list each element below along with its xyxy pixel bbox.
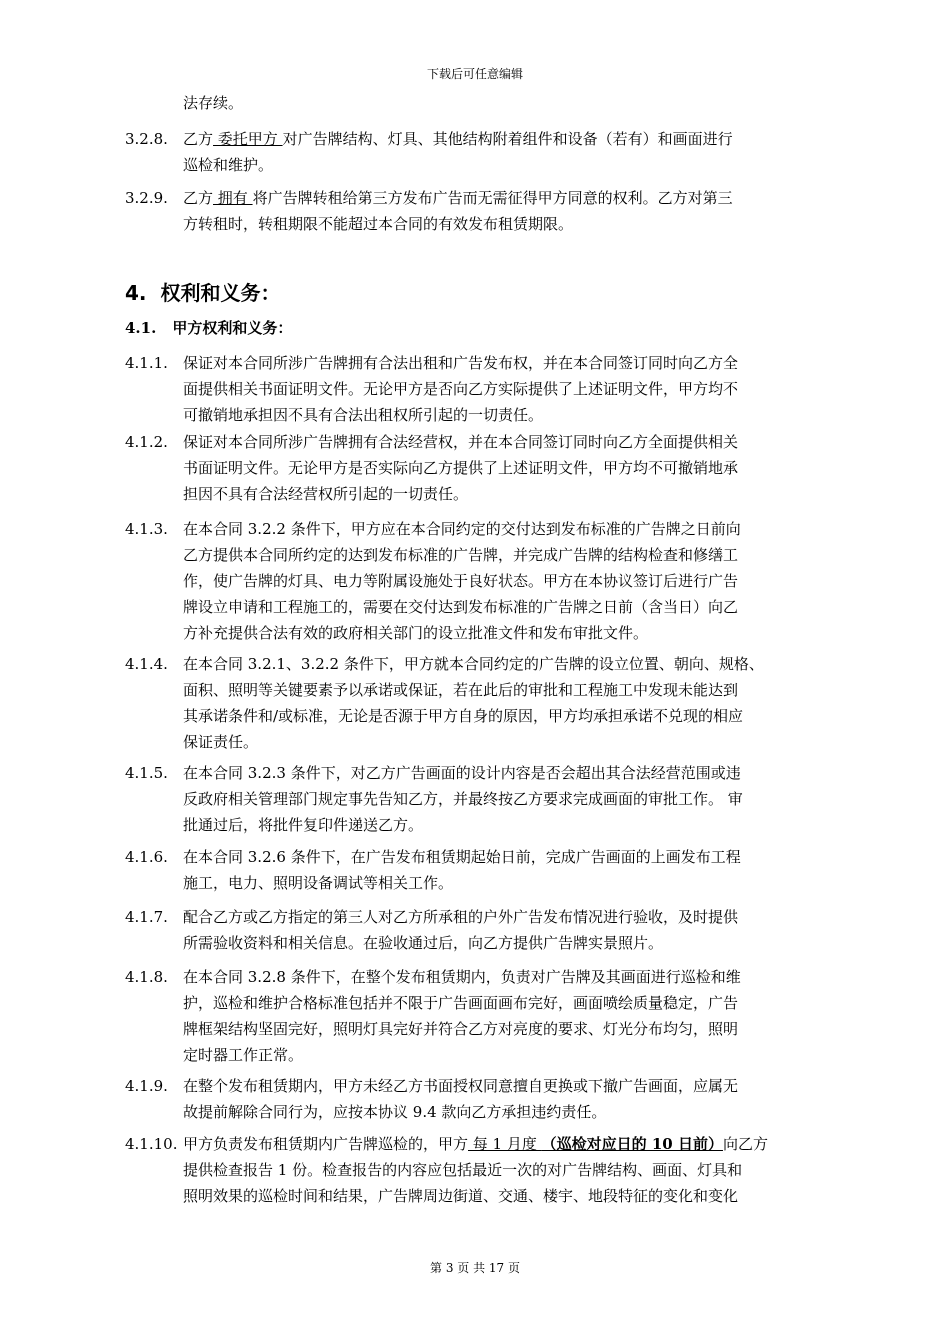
clause-text: 作，使广告牌的灯具、电力等附属设施处于良好状态。甲方在本协议签订后进行广告 bbox=[183, 572, 739, 590]
underlined-term: 每 1 月度 bbox=[468, 1135, 542, 1153]
clause-number: 3.2.8. bbox=[125, 130, 168, 148]
clause-number: 4.1.2. bbox=[125, 433, 168, 451]
page-footer: 第 3 页 共 17 页 bbox=[430, 1261, 520, 1275]
clause-text: 照明效果的巡检时间和结果，广告牌周边街道、交通、楼宇、地段特征的变化和变化 bbox=[183, 1187, 739, 1205]
subsection-heading: 4.1. 甲方权利和义务： bbox=[125, 319, 293, 337]
clause-text: 所需验收资料和相关信息。在验收通过后，向乙方提供广告牌实景照片。 bbox=[183, 934, 664, 952]
clause-number: 4.1.10. bbox=[125, 1135, 178, 1153]
clause-number: 4.1.9. bbox=[125, 1077, 168, 1095]
clause-text: 甲方负责发布租赁期内广告牌巡检的，甲方 每 1 月度 （巡检对应日的 10 日前）向乙方 bbox=[183, 1135, 768, 1153]
clause-text: 乙方 拥有 将广告牌转租给第三方发布广告而无需征得甲方同意的权利。乙方对第三 bbox=[183, 189, 733, 207]
clause-text: 牌框架结构坚固完好，照明灯具完好并符合乙方对亮度的要求、灯光分布均匀，照明 bbox=[183, 1020, 739, 1038]
clause-text: 乙方 委托甲方 对广告牌结构、灯具、其他结构附着组件和设备（若有）和画面进行 bbox=[183, 130, 733, 148]
clause-text: 保证责任。 bbox=[183, 733, 259, 751]
clause-number: 4.1.8. bbox=[125, 968, 168, 986]
continued-text: 法存续。 bbox=[183, 94, 244, 112]
clause-text: 担因不具有合法经营权所引起的一切责任。 bbox=[183, 485, 469, 503]
clause-number: 3.2.9. bbox=[125, 189, 168, 207]
clause-text: 乙方提供本合同所约定的达到发布标准的广告牌，并完成广告牌的结构检查和修缮工 bbox=[183, 546, 739, 564]
clause-text: 定时器工作正常。 bbox=[183, 1046, 304, 1064]
clause-text: 护，巡检和维护合格标准包括并不限于广告画面画布完好，画面喷绘质量稳定，广告 bbox=[183, 994, 739, 1012]
clause-text: 在整个发布租赁期内，甲方未经乙方书面授权同意擅自更换或下撤广告画面，应属无 bbox=[183, 1077, 739, 1095]
clause-text: 在本合同 3.2.8 条件下，在整个发布租赁期内，负责对广告牌及其画面进行巡检和维 bbox=[183, 968, 741, 986]
clause-number: 4.1.6. bbox=[125, 848, 168, 866]
clause-text: 方补充提供合法有效的政府相关部门的设立批准文件和发布审批文件。 bbox=[183, 624, 649, 642]
clause-text: 可撤销地承担因不具有合法出租权所引起的一切责任。 bbox=[183, 406, 544, 424]
clause-text: 在本合同 3.2.3 条件下，对乙方广告画面的设计内容是否会超出其合法经营范围或违 bbox=[183, 764, 741, 782]
clause-text: 保证对本合同所涉广告牌拥有合法出租和广告发布权，并在本合同签订同时向乙方全 bbox=[183, 354, 739, 372]
clause-text: 施工，电力、照明设备调试等相关工作。 bbox=[183, 874, 454, 892]
clause-text: 配合乙方或乙方指定的第三人对乙方所承租的户外广告发布情况进行验收，及时提供 bbox=[183, 908, 739, 926]
clause-number: 4.1.5. bbox=[125, 764, 168, 782]
underlined-term: 委托甲方 bbox=[213, 130, 283, 148]
section-heading: 4. 权利和义务： bbox=[125, 281, 281, 305]
clause-text: 在本合同 3.2.1、3.2.2 条件下，甲方就本合同约定的广告牌的设立位置、朝向、规格、 bbox=[183, 655, 764, 673]
clause-number: 4.1.4. bbox=[125, 655, 168, 673]
clause-text: 保证对本合同所涉广告牌拥有合法经营权，并在本合同签订同时向乙方全面提供相关 bbox=[183, 433, 739, 451]
clause-text: 巡检和维护。 bbox=[183, 156, 274, 174]
clause-text: 书面证明文件。无论甲方是否实际向乙方提供了上述证明文件，甲方均不可撤销地承 bbox=[183, 459, 739, 477]
clause-text: 面提供相关书面证明文件。无论甲方是否向乙方实际提供了上述证明文件，甲方均不 bbox=[183, 380, 739, 398]
clause-text: 反政府相关管理部门规定事先告知乙方，并最终按乙方要求完成画面的审批工作。 审 bbox=[183, 790, 743, 808]
clause-text: 故提前解除合同行为，应按本协议 9.4 款向乙方承担违约责任。 bbox=[183, 1103, 607, 1121]
clause-number: 4.1.1. bbox=[125, 354, 168, 372]
underlined-bold-term: （巡检对应日的 10 日前） bbox=[541, 1135, 723, 1153]
clause-text: 批通过后，将批件复印件递送乙方。 bbox=[183, 816, 424, 834]
clause-text: 在本合同 3.2.6 条件下，在广告发布租赁期起始日前，完成广告画面的上画发布工程 bbox=[183, 848, 741, 866]
clause-number: 4.1.7. bbox=[125, 908, 168, 926]
clause-text: 提供检查报告 1 份。检查报告的内容应包括最近一次的对广告牌结构、画面、灯具和 bbox=[183, 1161, 743, 1179]
page-header: 下载后可任意编辑 bbox=[426, 67, 523, 81]
clause-text: 方转租时，转租期限不能超过本合同的有效发布租赁期限。 bbox=[183, 215, 574, 233]
clause-text: 在本合同 3.2.2 条件下，甲方应在本合同约定的交付达到发布标准的广告牌之日前向 bbox=[183, 520, 741, 538]
clause-text: 其承诺条件和/或标准，无论是否源于甲方自身的原因，甲方均承担承诺不兑现的相应 bbox=[183, 707, 744, 725]
underlined-term: 拥有 bbox=[213, 189, 253, 207]
clause-text: 牌设立申请和工程施工的，需要在交付达到发布标准的广告牌之日前（含当日）向乙 bbox=[183, 598, 739, 616]
clause-text: 面积、照明等关键要素予以承诺或保证，若在此后的审批和工程施工中发现未能达到 bbox=[183, 681, 739, 699]
clause-number: 4.1.3. bbox=[125, 520, 168, 538]
